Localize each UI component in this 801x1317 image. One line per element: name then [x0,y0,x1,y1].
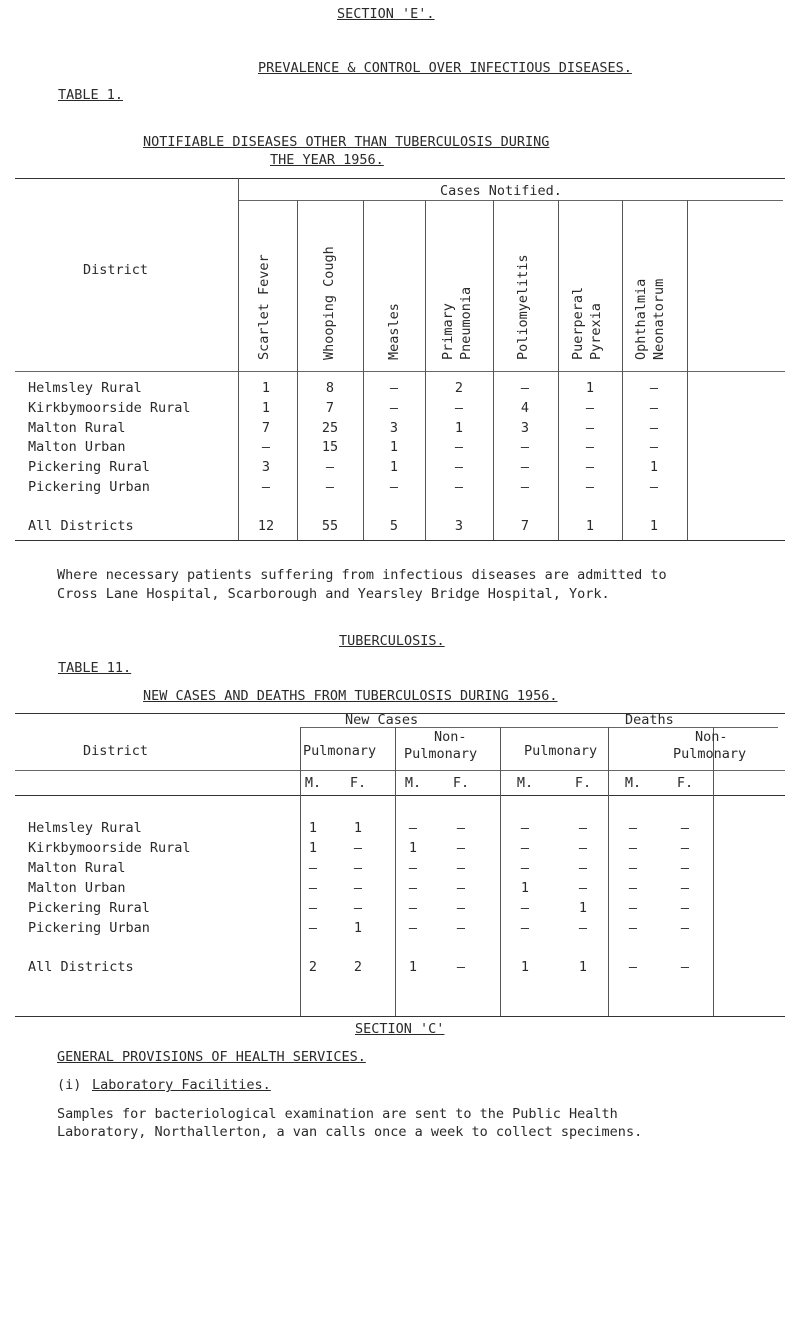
table1-cell: – [649,439,659,455]
item-title: Laboratory Facilities. [92,1077,271,1093]
table2-cell: – [680,920,690,936]
table2-cell: – [578,880,588,896]
section-heading: SECTION 'E'. [337,6,435,22]
table1-cell: 1 [454,420,464,436]
table1-row-district: Malton Rural [28,420,126,436]
table1-cell: 25 [321,420,339,436]
table1-cell: – [454,479,464,495]
table2-cell: – [578,860,588,876]
col-header-poliomyelitis: Poliomyelitis [515,254,531,360]
deaths-header: Deaths [625,712,674,728]
table-title-line2: THE YEAR 1956. [270,152,384,168]
table2-cell: – [520,920,530,936]
table2-cell: – [520,900,530,916]
table2-total-cell: 2 [308,959,318,975]
sex-label: F. [676,775,694,791]
table2-cell: – [353,900,363,916]
table2-cell: – [308,900,318,916]
table2-cell: – [578,820,588,836]
table2-cell: – [628,900,638,916]
table1-cell: – [585,479,595,495]
table2-cell: – [628,820,638,836]
table2-cell: – [628,840,638,856]
subheader-pulmonary-deaths: Pulmonary [524,743,598,759]
table2-row-district: Kirkbymoorside Rural [28,840,191,856]
table2-total-cell: 1 [408,959,418,975]
table2-row-district: Pickering Urban [28,920,150,936]
table1-cell: 3 [261,459,271,475]
table1-total-cell: 1 [649,518,659,534]
table1-total-label: All Districts [28,518,134,534]
table2-cell: – [680,880,690,896]
table1-cell: 1 [649,459,659,475]
table2-cell: – [408,920,418,936]
table2-cell: – [408,860,418,876]
table1-cell: – [649,400,659,416]
table1-cell: 1 [261,380,271,396]
cases-notified-header: Cases Notified. [440,183,562,199]
new-cases-header: New Cases [345,712,419,728]
sex-label: M. [516,775,534,791]
subheader-non-pulmonary-deaths-l2: Pulmonary [673,746,747,762]
table1-cell: – [520,479,530,495]
sex-label: M. [404,775,422,791]
table1-cell: – [649,380,659,396]
table2-cell: 1 [353,820,363,836]
col-header-primary-pneumonia-l1: Primary [440,303,456,360]
table1-cell: 8 [325,380,335,396]
table1-cell: 7 [325,400,335,416]
table1-row-district: Kirkbymoorside Rural [28,400,191,416]
col-header-ophthalmia-l2: Neonatorum [651,278,667,360]
col-header-puerperal-l2: Pyrexia [588,303,604,360]
hospital-note-line2: Cross Lane Hospital, Scarborough and Yearsley Bridge Hospital, York. [57,586,610,602]
table2-cell: 1 [520,880,530,896]
table1-cell: 4 [520,400,530,416]
table1-total-cell: 12 [257,518,275,534]
table2-cell: – [680,820,690,836]
table2-cell: 1 [308,820,318,836]
table1-cell: – [454,439,464,455]
table2-cell: – [520,840,530,856]
table2-cell: – [308,880,318,896]
table2-cell: – [353,880,363,896]
district-header: District [83,743,149,759]
table2-cell: – [456,820,466,836]
table2-cell: – [408,820,418,836]
tuberculosis-heading: TUBERCULOSIS. [339,633,445,649]
table1-cell: 1 [261,400,271,416]
table2-cell: – [520,860,530,876]
table1-cell: 2 [454,380,464,396]
table2-cell: – [578,920,588,936]
table1-cell: – [649,420,659,436]
table1-cell: – [520,439,530,455]
table2-row-district: Helmsley Rural [28,820,142,836]
table2-cell: – [680,900,690,916]
table2-cell: – [578,840,588,856]
table1-total-cell: 7 [520,518,530,534]
table1-row-district: Pickering Rural [28,459,150,475]
table1-cell: – [389,479,399,495]
table1-cell: – [454,459,464,475]
col-header-puerperal-l1: Puerperal [570,286,586,360]
table2-cell: – [308,860,318,876]
table2-total-cell: 2 [353,959,363,975]
table1-row-district: Helmsley Rural [28,380,142,396]
table1-cell: 1 [389,439,399,455]
table2-cell: – [353,860,363,876]
table2-total-cell: – [680,959,690,975]
table-title-line1: NOTIFIABLE DISEASES OTHER THAN TUBERCULOSIS DURING [143,134,550,150]
sex-label: M. [304,775,322,791]
table1-cell: – [261,479,271,495]
table2-cell: – [408,900,418,916]
table1-total-cell: 3 [454,518,464,534]
table2-cell: – [680,840,690,856]
table1-cell: – [325,459,335,475]
table2-cell: – [680,860,690,876]
table1-cell: 15 [321,439,339,455]
district-header: District [83,262,149,278]
table1-cell: – [520,459,530,475]
table1-total-cell: 55 [321,518,339,534]
body-line1: Samples for bacteriological examination are sent to the Public Health [57,1106,618,1122]
table2-cell: – [628,880,638,896]
table1-total-cell: 5 [389,518,399,534]
table1-cell: 1 [585,380,595,396]
table2-cell: 1 [578,900,588,916]
table1-cell: – [585,420,595,436]
section-c-heading: SECTION 'C' [355,1021,445,1037]
table2-cell: – [520,820,530,836]
table2-total-cell: 1 [520,959,530,975]
table1-cell: – [585,459,595,475]
table1-cell: – [520,380,530,396]
table2-cell: 1 [408,840,418,856]
col-header-scarlet-fever: Scarlet Fever [256,254,272,360]
table1-cell: – [649,479,659,495]
table1-cell: – [389,400,399,416]
section-c-subheading: GENERAL PROVISIONS OF HEALTH SERVICES. [57,1049,366,1065]
table1-row-district: Pickering Urban [28,479,150,495]
table2-total-cell: – [456,959,466,975]
table2-row-district: Malton Rural [28,860,126,876]
table2-cell: – [308,920,318,936]
table1-cell: – [389,380,399,396]
table1-cell: 3 [520,420,530,436]
table2-row-district: Pickering Rural [28,900,150,916]
table2-total-cell: – [628,959,638,975]
table1-cell: – [454,400,464,416]
subheader-non-pulmonary-deaths-l1: Non- [695,729,728,745]
table1-cell: 3 [389,420,399,436]
body-line2: Laboratory, Northallerton, a van calls once a week to collect specimens. [57,1124,643,1140]
tuberculosis-table-label: TABLE 11. [58,660,132,676]
col-header-ophthalmia-l1: Ophthalmia [633,278,649,360]
sex-label: F. [574,775,592,791]
table2-cell: – [456,920,466,936]
table2-cell: – [628,860,638,876]
table2-cell: 1 [308,840,318,856]
subheader-non-pulmonary-l1: Non- [434,729,467,745]
item-number: (i) [57,1077,82,1093]
sex-label: F. [349,775,367,791]
subheader-pulmonary: Pulmonary [303,743,377,759]
col-header-whooping-cough: Whooping Cough [321,246,337,360]
table2-cell: – [456,840,466,856]
sex-label: F. [452,775,470,791]
col-header-primary-pneumonia-l2: Pneumonia [458,286,474,360]
table2-cell: – [353,840,363,856]
table1-cell: – [585,400,595,416]
sex-label: M. [624,775,642,791]
table2-cell: – [456,860,466,876]
table1-cell: – [261,439,271,455]
subheader-non-pulmonary-l2: Pulmonary [404,746,478,762]
tuberculosis-table-title: NEW CASES AND DEATHS FROM TUBERCULOSIS DURING 1956. [143,688,558,704]
table1-cell: – [325,479,335,495]
table1-cell: – [585,439,595,455]
table-label: TABLE 1. [58,87,124,103]
table2-cell: – [408,880,418,896]
table1-cell: 7 [261,420,271,436]
table2-cell: – [456,880,466,896]
table1-total-cell: 1 [585,518,595,534]
table1-row-district: Malton Urban [28,439,126,455]
hospital-note-line1: Where necessary patients suffering from infectious diseases are admitted to [57,567,667,583]
table1-cell: 1 [389,459,399,475]
col-header-measles: Measles [386,303,402,360]
table2-cell: 1 [353,920,363,936]
table2-total-cell: 1 [578,959,588,975]
section-subheading: PREVALENCE & CONTROL OVER INFECTIOUS DISEASES. [258,60,632,76]
table2-row-district: Malton Urban [28,880,126,896]
table2-total-label: All Districts [28,959,134,975]
table2-cell: – [456,900,466,916]
table2-cell: – [628,920,638,936]
